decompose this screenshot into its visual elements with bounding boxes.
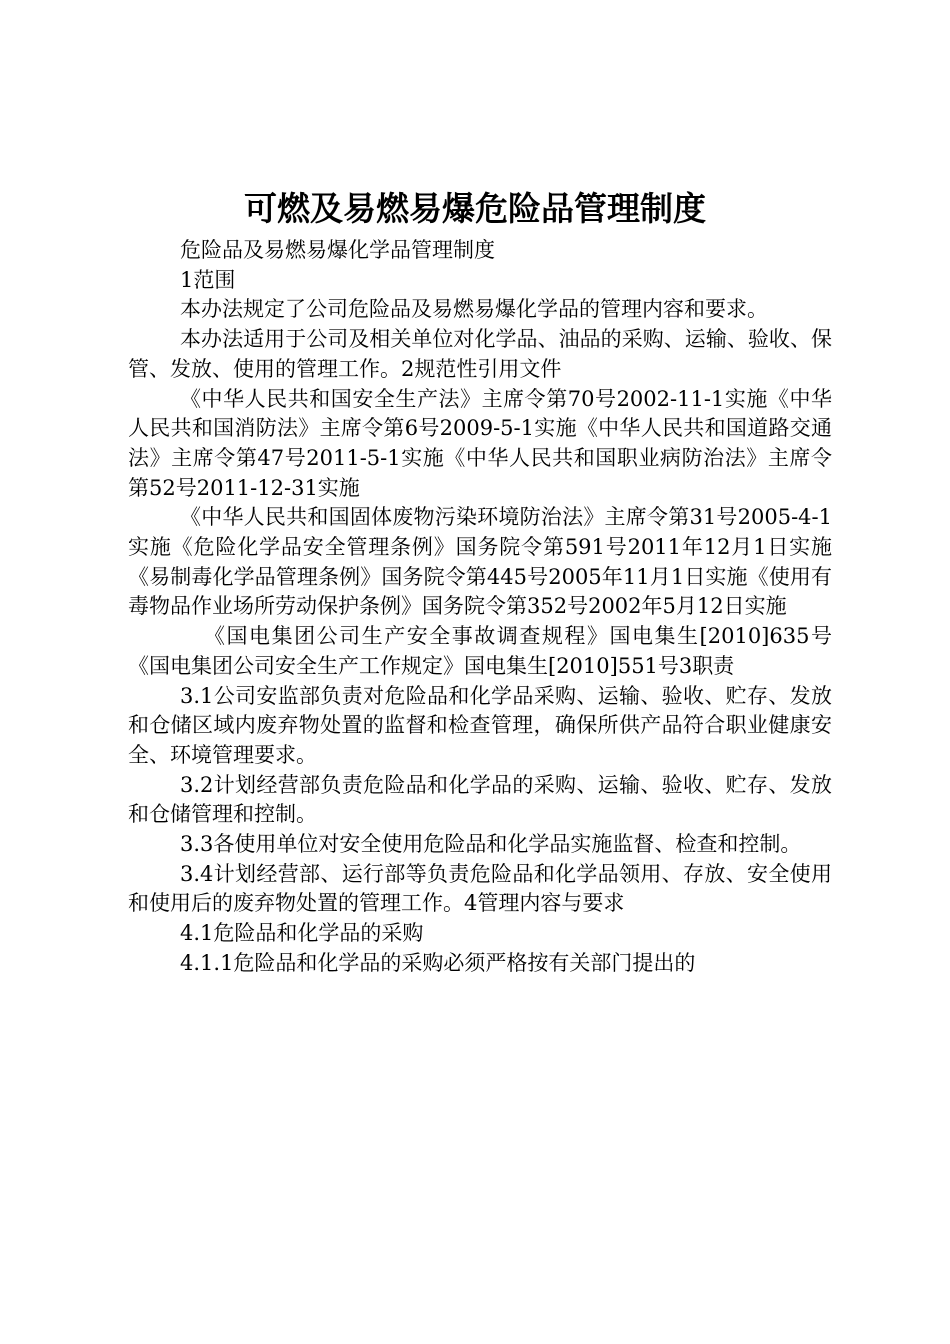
document-title: 可燃及易燃易爆危险品管理制度 [244, 189, 706, 228]
paragraph-section-4-1-heading: 4.1危险品和化学品的采购 [180, 921, 424, 946]
paragraph-duty-3-2: 3.2计划经营部负责危险品和化学品的采购、运输、验收、贮存、发放和仓储管理和控制。 [128, 772, 832, 827]
paragraph-scope-content: 本办法规定了公司危险品及易燃易爆化学品的管理内容和要求。 [180, 297, 768, 322]
paragraph-clause-4-1-1: 4.1.1危险品和化学品的采购必须严格按有关部门提出的 [180, 950, 696, 975]
paragraph-references-3: 《国电集团公司生产安全事故调查规程》国电集生[2010]635号《国电集团公司安全生产工作规定》国电集生[2010]551号3职责 [128, 624, 832, 678]
paragraph-duty-3-3: 3.3各使用单位对安全使用危险品和化学品实施监督、检查和控制。 [180, 832, 802, 857]
paragraph-references-1: 《中华人民共和国安全生产法》主席令第70号2002-11-1实施《中华人民共和国消防法》主席令第6号2009-5-1实施《中华人民共和国道路交通法》主席令第47号2011-5-1实施《中华人民共和国职业病防治法》主席令第52号2011-12-31实施 [128, 386, 832, 500]
paragraph-subtitle: 危险品及易燃易爆化学品管理制度 [180, 238, 495, 262]
paragraph-duty-3-4: 3.4计划经营部、运行部等负责危险品和化学品领用、存放、安全使用和使用后的废弃物处置的管理工作。4管理内容与要求 [128, 861, 832, 916]
paragraph-duty-3-1: 3.1公司安监部负责对危险品和化学品采购、运输、验收、贮存、发放和仓储区域内废弃物处置的监督和检查管理，确保所供产品符合职业健康安全、环境管理要求。 [128, 683, 832, 767]
document-body [128, 236, 832, 979]
paragraph-references-2: 《中华人民共和国固体废物污染环境防治法》主席令第31号2005-4-1实施《危险化学品安全管理条例》国务院令第591号2011年12月1日实施《易制毒化学品管理条例》国务院令第445号2005年11月1日实施《使用有毒物品作业场所劳动保护条例》国务院令第352号2002年5月12日实施 [128, 505, 832, 619]
paragraph-scope-applicability: 本办法适用于公司及相关单位对化学品、油品的采购、运输、验收、保管、发放、使用的管理工作。2规范性引用文件 [128, 327, 832, 381]
paragraph-section-1-heading: 1范围 [180, 267, 236, 292]
